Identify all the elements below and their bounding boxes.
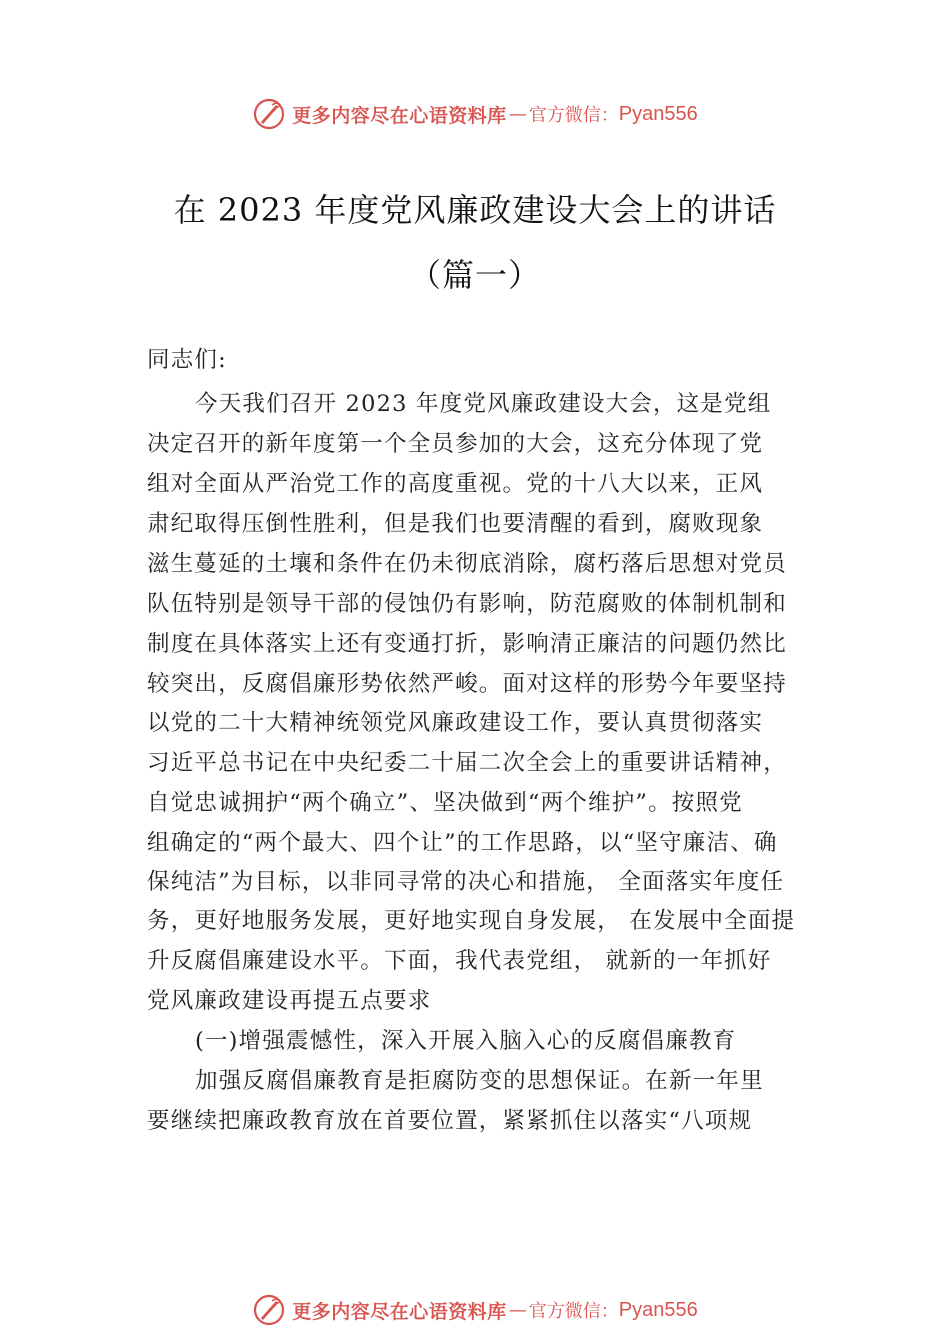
text-line: 队伍特别是领导干部的侵蚀仍有影响，防范腐败的体制机制和 xyxy=(147,591,787,617)
text-line: 今天我们召开 2023 年度党风廉政建设大会，这是党组 xyxy=(195,391,772,417)
banner-main-text: 更多内容尽在心语资料库 xyxy=(292,104,507,127)
text-line: 滋生蔓延的土壤和条件在仍未彻底消除，腐朽落后思想对党员 xyxy=(147,551,787,577)
banner-wechat-label: 官方微信： xyxy=(528,105,619,126)
text-line: 保纯洁”为目标，以非同寻常的决心和措施， 全面落实年度任 xyxy=(147,869,785,895)
text-line: 决定召开的新年度第一个全员参加的大会，这充分体现了党 xyxy=(147,431,764,457)
text-line: 务，更好地服务发展，更好地实现自身发展， 在发展中全面提 xyxy=(147,908,796,934)
banner-wechat-label: 官方微信： xyxy=(528,1301,619,1322)
section-heading: (一)增强震憾性，深入开展入脑入心的反腐倡廉教育 xyxy=(195,1028,737,1054)
text-line: 习近平总书记在中央纪委二十届二次全会上的重要讲话精神， xyxy=(147,750,787,776)
document-title: 在 2023 年度党风廉政建设大会上的讲话 xyxy=(173,191,777,229)
salutation: 同志们: xyxy=(147,347,227,373)
text-line: 组对全面从严治党工作的高度重视。党的十八大以来，正风 xyxy=(147,471,764,497)
header-banner xyxy=(0,94,950,134)
document-subtitle: （篇一） xyxy=(408,256,541,294)
text-line: 自觉忠诚拥护“两个确立”、坚决做到“两个维护”。按照党 xyxy=(147,790,743,816)
text-line: 较突出，反腐倡廉形势依然严峻。面对这样的形势今年要坚持 xyxy=(147,671,787,697)
footer-banner xyxy=(0,1290,950,1330)
banner-main-text: 更多内容尽在心语资料库 xyxy=(292,1300,507,1323)
text-line: 党风廉政建设再提五点要求 xyxy=(147,988,432,1014)
banner-wechat-id: Pyan556 xyxy=(618,1298,698,1321)
text-line: 以党的二十大精神统领党风廉政建设工作，要认真贯彻落实 xyxy=(147,710,764,736)
text-line: 升反腐倡廉建设水平。下面，我代表党组， 就新的一年抓好 xyxy=(147,948,772,974)
quill-logo-icon xyxy=(252,1293,286,1327)
text-line: 加强反腐倡廉教育是拒腐防变的思想保证。在新一年里 xyxy=(195,1068,764,1094)
text-line: 制度在具体落实上还有变通打折，影响清正廉洁的问题仍然比 xyxy=(147,631,787,657)
text-line: 组确定的“两个最大、四个让”的工作思路，以“坚守廉洁、确 xyxy=(147,830,778,856)
text-line: 要继续把廉政教育放在首要位置，紧紧抓住以落实“八项规 xyxy=(147,1108,753,1134)
banner-separator: — xyxy=(508,103,527,125)
quill-logo-icon xyxy=(252,97,286,131)
banner-separator: — xyxy=(508,1299,527,1321)
banner-wechat-id: Pyan556 xyxy=(618,102,698,125)
text-line: 肃纪取得压倒性胜利，但是我们也要清醒的看到，腐败现象 xyxy=(147,511,764,537)
